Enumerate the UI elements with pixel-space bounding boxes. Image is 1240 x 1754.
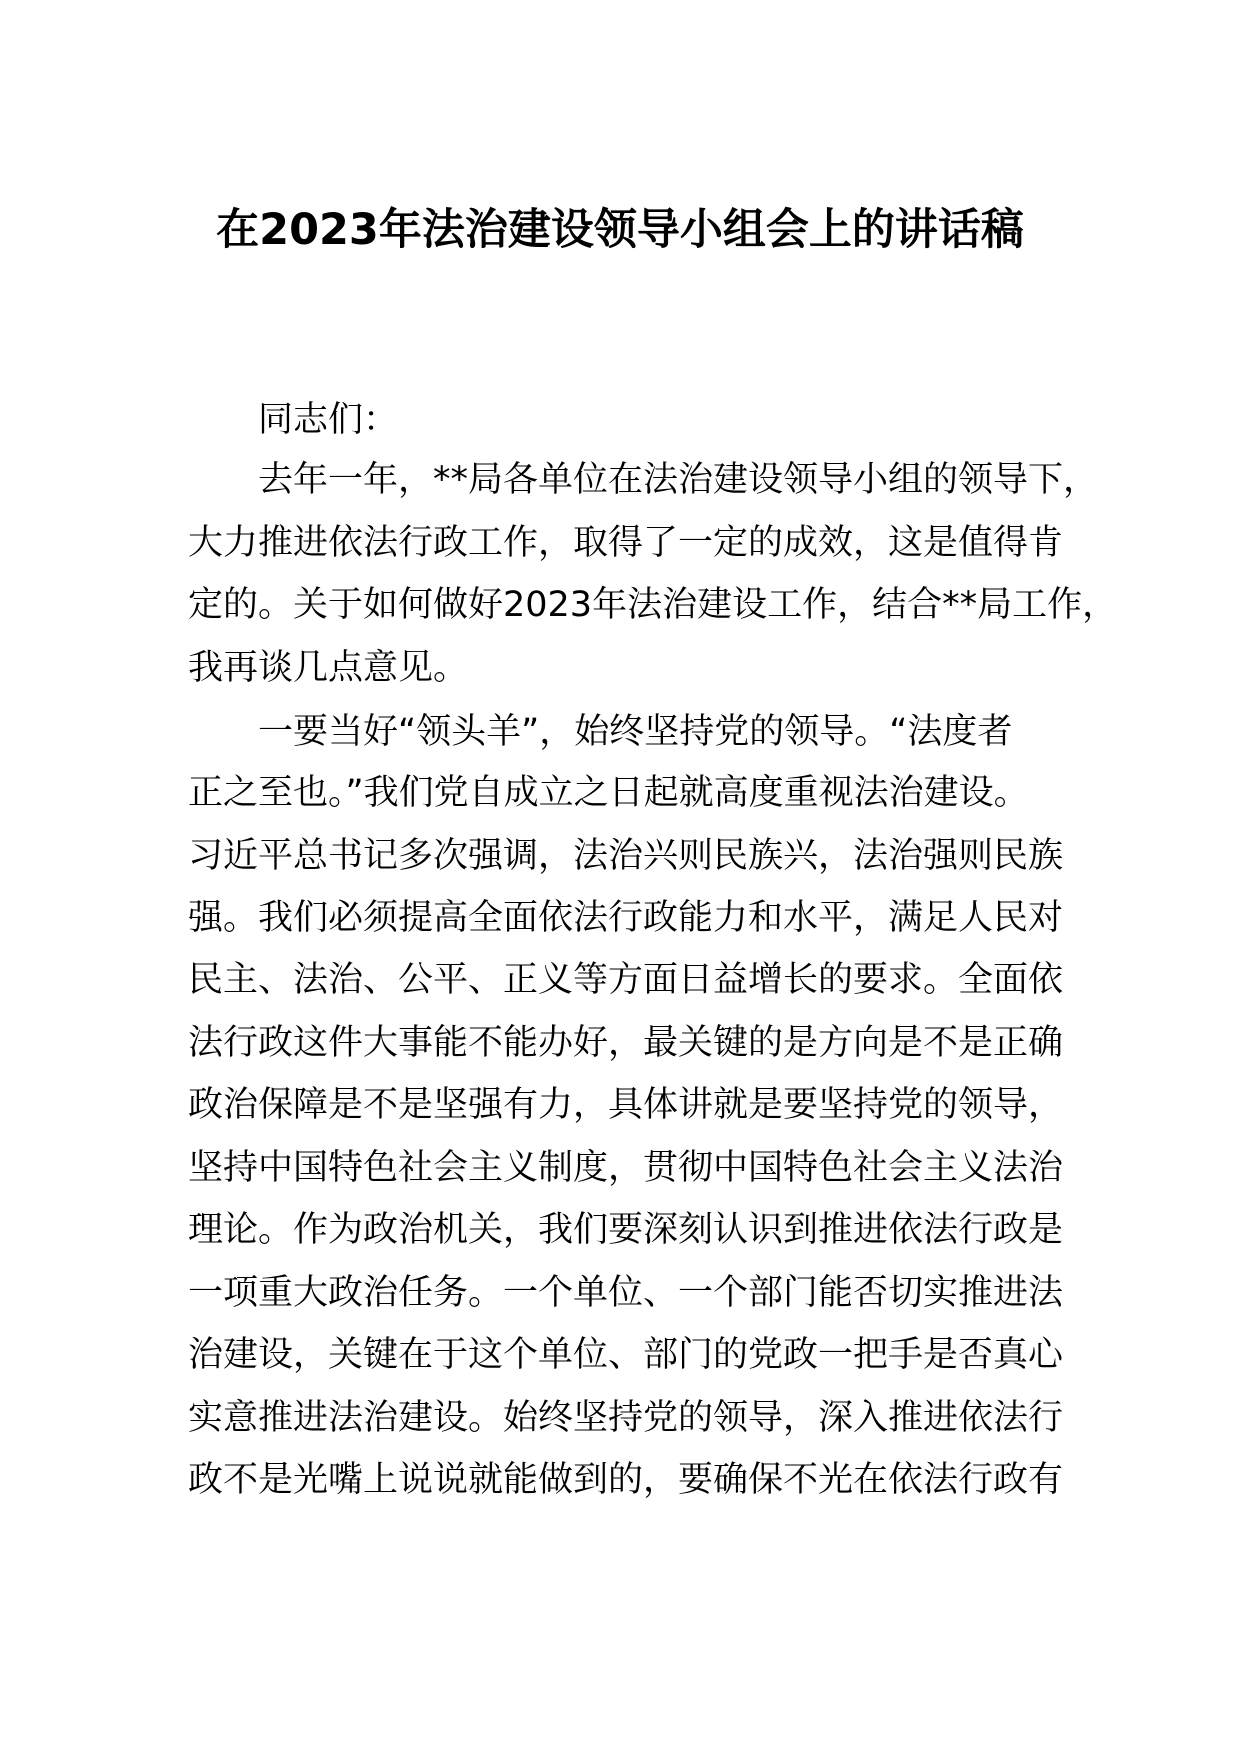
body-text-line: 理论。作为政治机关，我们要深刻认识到推进依法行政是 [188, 1210, 1064, 1250]
body-text-line: 习近平总书记多次强调，法治兴则民族兴，法治强则民族 [188, 836, 1064, 876]
body-text-line: 法行政这件大事能不能办好，最关键的是方向是不是正确 [188, 1023, 1064, 1063]
body-text-line: 实意推进法治建设。始终坚持党的领导，深入推进依法行 [188, 1398, 1064, 1438]
body-text-line: 一要当好“领头羊”，始终坚持党的领导。“法度者 [258, 712, 1013, 752]
body-text-line: 去年一年，**局各单位在法治建设领导小组的领导下， [258, 460, 1099, 500]
body-text-line: 政治保障是不是坚强有力，具体讲就是要坚持党的领导， [188, 1085, 1064, 1125]
body-text-line: 政不是光嘴上说说就能做到的，要确保不光在依法行政有 [188, 1460, 1064, 1500]
salutation-line: 同志们： [258, 400, 399, 440]
body-text-line: 强。我们必须提高全面依法行政能力和水平，满足人民对 [188, 898, 1064, 938]
document-title: 在2023年法治建设领导小组会上的讲话稿 [216, 205, 1024, 255]
body-text-line: 民主、法治、公平、正义等方面日益增长的要求。全面依 [188, 960, 1064, 1000]
body-text-line: 坚持中国特色社会主义制度，贯彻中国特色社会主义法治 [188, 1148, 1064, 1188]
body-text-line: 我再谈几点意见。 [188, 648, 469, 688]
body-text-line: 一项重大政治任务。一个单位、一个部门能否切实推进法 [188, 1273, 1064, 1313]
body-text-line: 治建设，关键在于这个单位、部门的党政一把手是否真心 [188, 1335, 1064, 1375]
body-text-line: 大力推进依法行政工作，取得了一定的成效，这是值得肯 [188, 523, 1064, 563]
body-text-line: 定的。关于如何做好2023年法治建设工作，结合**局工作， [188, 585, 1118, 625]
body-text-line: 正之至也。”我们党自成立之日起就高度重视法治建设。 [188, 773, 1029, 813]
